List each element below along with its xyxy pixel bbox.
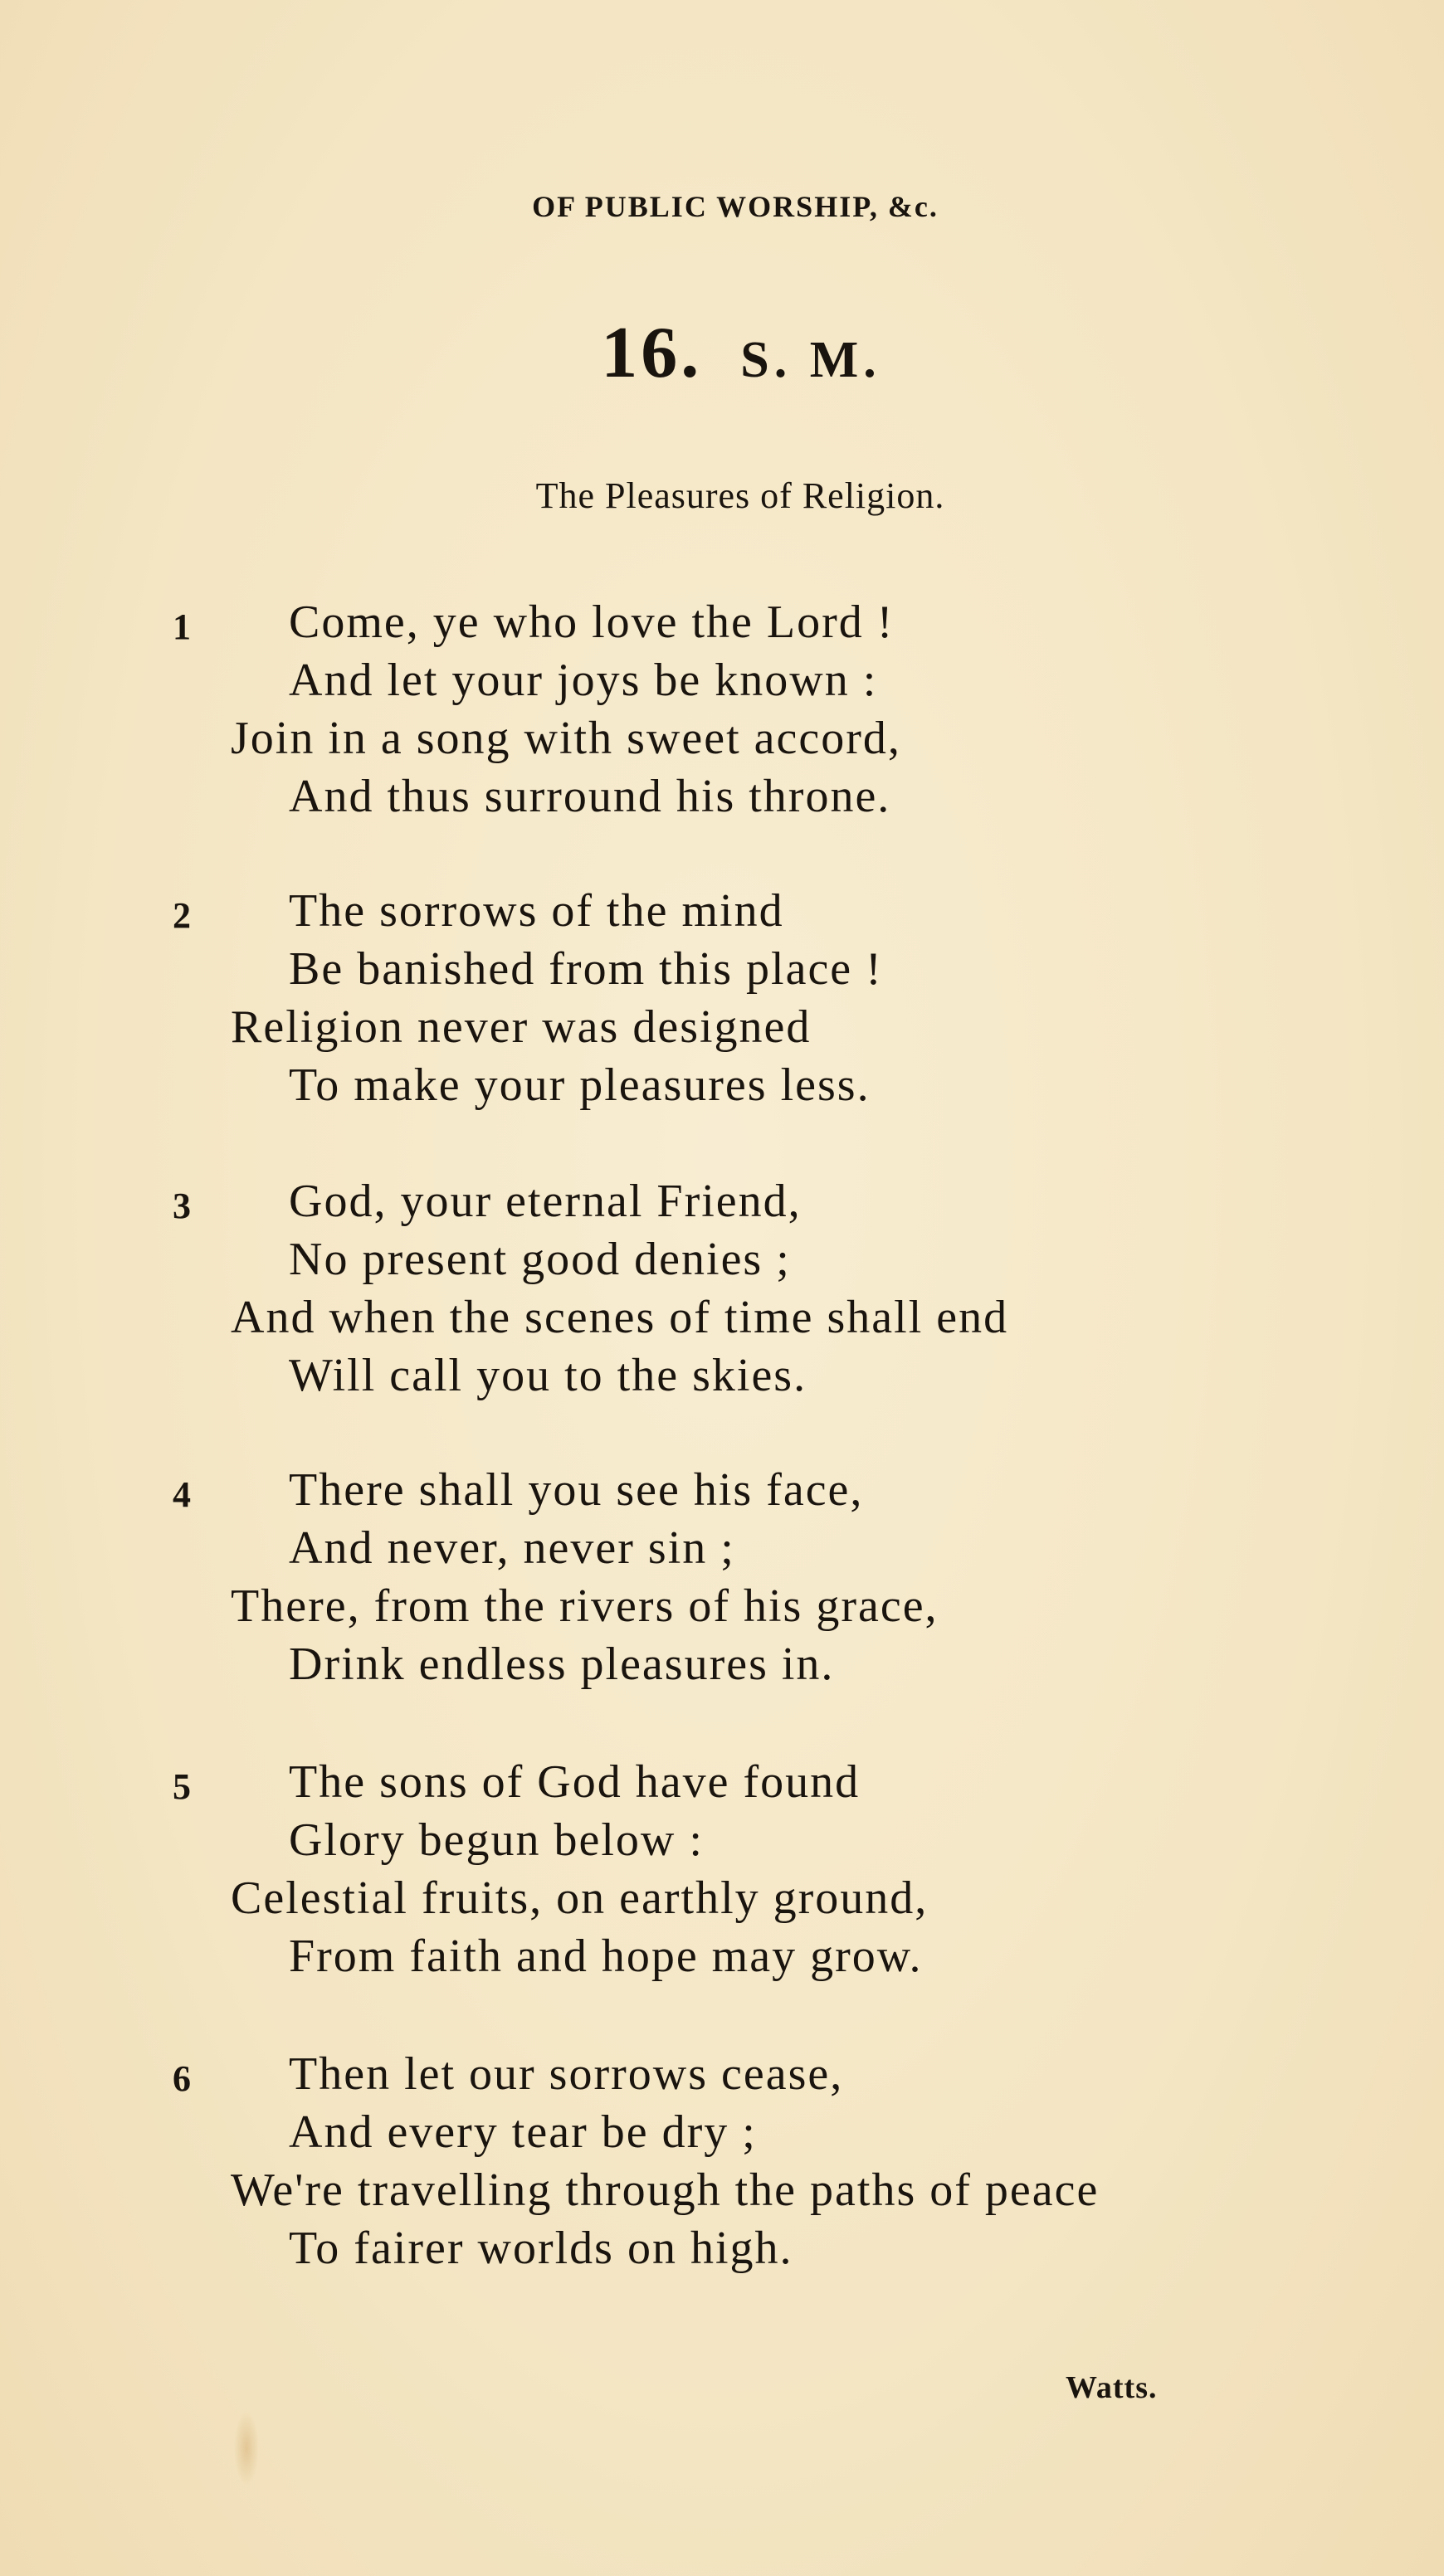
- verse-line: Celestial fruits, on earthly ground,: [231, 1872, 929, 1924]
- verse-line: And never, never sin ;: [289, 1522, 735, 1574]
- verse-line: Will call you to the skies.: [289, 1350, 807, 1401]
- verse-line: To fairer worlds on high.: [289, 2223, 793, 2274]
- verse-line: Be banished from this place !: [289, 943, 883, 995]
- verse-line: And every tear be dry ;: [289, 2106, 757, 2158]
- hymn-meter: S. M.: [740, 332, 881, 388]
- hymn-number: 16.: [601, 313, 703, 393]
- verse-line: Religion never was designed: [231, 1001, 812, 1053]
- verse-line: There shall you see his face,: [289, 1464, 864, 1516]
- stanza-number: 5: [173, 1766, 191, 1807]
- verse-line: From faith and hope may grow.: [289, 1931, 923, 1982]
- verse-line: And thus surround his throne.: [289, 771, 891, 822]
- verse-line: Come, ye who love the Lord !: [289, 597, 895, 648]
- verse-line: There, from the rivers of his grace,: [231, 1580, 939, 1632]
- hymn-heading: [0, 313, 1444, 393]
- verse-line: God, your eternal Friend,: [289, 1176, 802, 1227]
- verse-line: Then let our sorrows cease,: [289, 2048, 844, 2100]
- verse-line: To make your pleasures less.: [289, 1059, 871, 1111]
- hymn-title: The Pleasures of Religion.: [535, 475, 945, 516]
- verse-line: Drink endless pleasures in.: [289, 1639, 835, 1690]
- stanza-number: 4: [173, 1474, 191, 1515]
- running-head: OF PUBLIC WORSHIP, &c.: [532, 190, 939, 223]
- verse-line: The sons of God have found: [289, 1756, 861, 1808]
- stanza-number: 6: [173, 2058, 191, 2099]
- stanza-number: 2: [173, 895, 191, 936]
- verse-line: And let your joys be known :: [289, 655, 878, 706]
- author-attribution: Watts.: [1066, 2370, 1158, 2405]
- stanza-number: 1: [173, 606, 191, 647]
- paper-stain: [234, 2411, 259, 2486]
- verse-line: The sorrows of the mind: [289, 885, 784, 937]
- verse-line: And when the scenes of time shall end: [231, 1292, 1009, 1343]
- verse-line: We're travelling through the paths of peace: [231, 2165, 1100, 2216]
- verse-line: No present good denies ;: [289, 1234, 791, 1285]
- stanza-number: 3: [173, 1186, 191, 1226]
- verse-line: Glory begun below :: [289, 1814, 704, 1866]
- verse-line: Join in a song with sweet accord,: [231, 713, 901, 764]
